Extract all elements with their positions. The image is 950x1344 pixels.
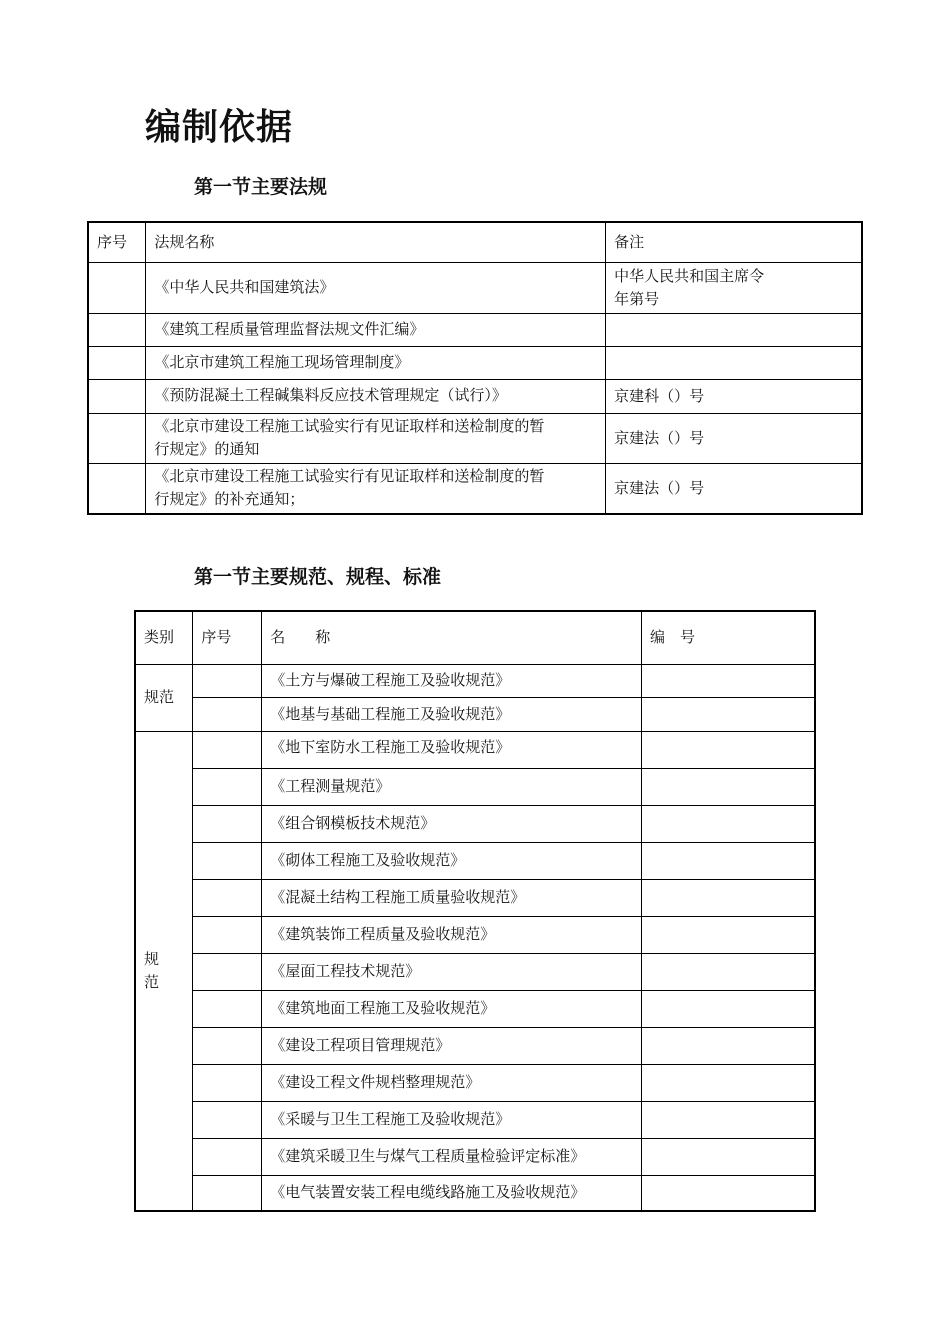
row-code [641, 768, 815, 805]
table-row [135, 768, 815, 805]
row-no [193, 1138, 262, 1175]
row-code [641, 1101, 815, 1138]
row-name: 《屋面工程技术规范》 [262, 953, 642, 990]
table-row [135, 1175, 815, 1211]
row-no [193, 805, 262, 842]
table-row [88, 346, 862, 379]
table-row [135, 1027, 815, 1064]
row-no [88, 379, 146, 413]
row-no [193, 1064, 262, 1101]
row-no [193, 697, 262, 731]
row-remark [606, 346, 862, 379]
row-code [641, 879, 815, 916]
header-category: 类别 [135, 611, 193, 664]
row-name: 《混凝土结构工程施工质量验收规范》 [262, 879, 642, 916]
table-row [88, 313, 862, 346]
header-name: 名 称 [262, 611, 642, 664]
header-code: 编 号 [641, 611, 815, 664]
row-no [193, 664, 262, 697]
table-row [88, 413, 862, 463]
table-row [135, 697, 815, 731]
header-name: 法规名称 [146, 222, 606, 262]
header-remark: 备注 [606, 222, 862, 262]
row-no [193, 916, 262, 953]
row-remark: 京建法（）号 [606, 463, 862, 514]
row-code [641, 842, 815, 879]
row-no [193, 953, 262, 990]
table-row [135, 664, 815, 697]
row-name: 《北京市建筑工程施工现场管理制度》 [146, 346, 606, 379]
row-no [193, 768, 262, 805]
table-row [88, 262, 862, 313]
table-row [135, 990, 815, 1027]
table-row [135, 1138, 815, 1175]
row-no [193, 1101, 262, 1138]
table-header-row [88, 222, 862, 262]
row-no [193, 842, 262, 879]
row-code [641, 1138, 815, 1175]
row-no [88, 413, 146, 463]
row-name: 《地下室防水工程施工及验收规范》 [262, 731, 642, 768]
row-name: 《工程测量规范》 [262, 768, 642, 805]
row-name: 《地基与基础工程施工及验收规范》 [262, 697, 642, 731]
row-name: 《北京市建设工程施工试验实行有见证取样和送检制度的暂 行规定》的通知 [146, 413, 606, 463]
table-row [135, 916, 815, 953]
header-no: 序号 [88, 222, 146, 262]
section-heading-regulations: 第一节主要法规 [194, 176, 328, 198]
category-cell: 规范 [135, 664, 193, 731]
row-code [641, 1175, 815, 1211]
row-no [193, 990, 262, 1027]
row-no [193, 731, 262, 768]
row-name: 《土方与爆破工程施工及验收规范》 [262, 664, 642, 697]
table-row [88, 463, 862, 514]
row-no [193, 879, 262, 916]
row-name: 《建筑采暖卫生与煤气工程质量检验评定标准》 [262, 1138, 642, 1175]
row-no [88, 346, 146, 379]
section-heading-standards: 第一节主要规范、规程、标准 [194, 566, 442, 588]
row-code [641, 697, 815, 731]
row-name: 《建筑工程质量管理监督法规文件汇编》 [146, 313, 606, 346]
table-row [135, 805, 815, 842]
table-row [135, 842, 815, 879]
header-no: 序号 [193, 611, 262, 664]
table-row [135, 1064, 815, 1101]
row-code [641, 953, 815, 990]
standards-table [134, 610, 816, 1212]
row-code [641, 990, 815, 1027]
row-no [88, 463, 146, 514]
row-code [641, 731, 815, 768]
row-code [641, 916, 815, 953]
row-name: 《北京市建设工程施工试验实行有见证取样和送检制度的暂 行规定》的补充通知； [146, 463, 606, 514]
row-name: 《组合钢模板技术规范》 [262, 805, 642, 842]
table-header-row [135, 611, 815, 664]
table-row [135, 879, 815, 916]
row-code [641, 1027, 815, 1064]
row-no [88, 313, 146, 346]
row-code [641, 805, 815, 842]
row-code [641, 664, 815, 697]
row-remark: 京建法（）号 [606, 413, 862, 463]
regulations-table [87, 221, 863, 515]
table-row [88, 379, 862, 413]
category-cell: 规 范 [135, 731, 193, 1211]
row-name: 《建设工程文件规档整理规范》 [262, 1064, 642, 1101]
row-name: 《建筑地面工程施工及验收规范》 [262, 990, 642, 1027]
page-title: 编制依据 [145, 107, 294, 148]
table-row [135, 953, 815, 990]
row-name: 《预防混凝土工程碱集料反应技术管理规定（试行）》 [146, 379, 606, 413]
row-no [88, 262, 146, 313]
table-row [135, 1101, 815, 1138]
row-name: 《砌体工程施工及验收规范》 [262, 842, 642, 879]
row-name: 《建筑装饰工程质量及验收规范》 [262, 916, 642, 953]
row-no [193, 1027, 262, 1064]
row-name: 《建设工程项目管理规范》 [262, 1027, 642, 1064]
row-name: 《中华人民共和国建筑法》 [146, 262, 606, 313]
row-no [193, 1175, 262, 1211]
row-remark [606, 313, 862, 346]
row-remark: 京建科（）号 [606, 379, 862, 413]
table-row [135, 731, 815, 768]
row-code [641, 1064, 815, 1101]
row-remark: 中华人民共和国主席令 年第号 [606, 262, 862, 313]
row-name: 《采暖与卫生工程施工及验收规范》 [262, 1101, 642, 1138]
row-name: 《电气装置安装工程电缆线路施工及验收规范》 [262, 1175, 642, 1211]
